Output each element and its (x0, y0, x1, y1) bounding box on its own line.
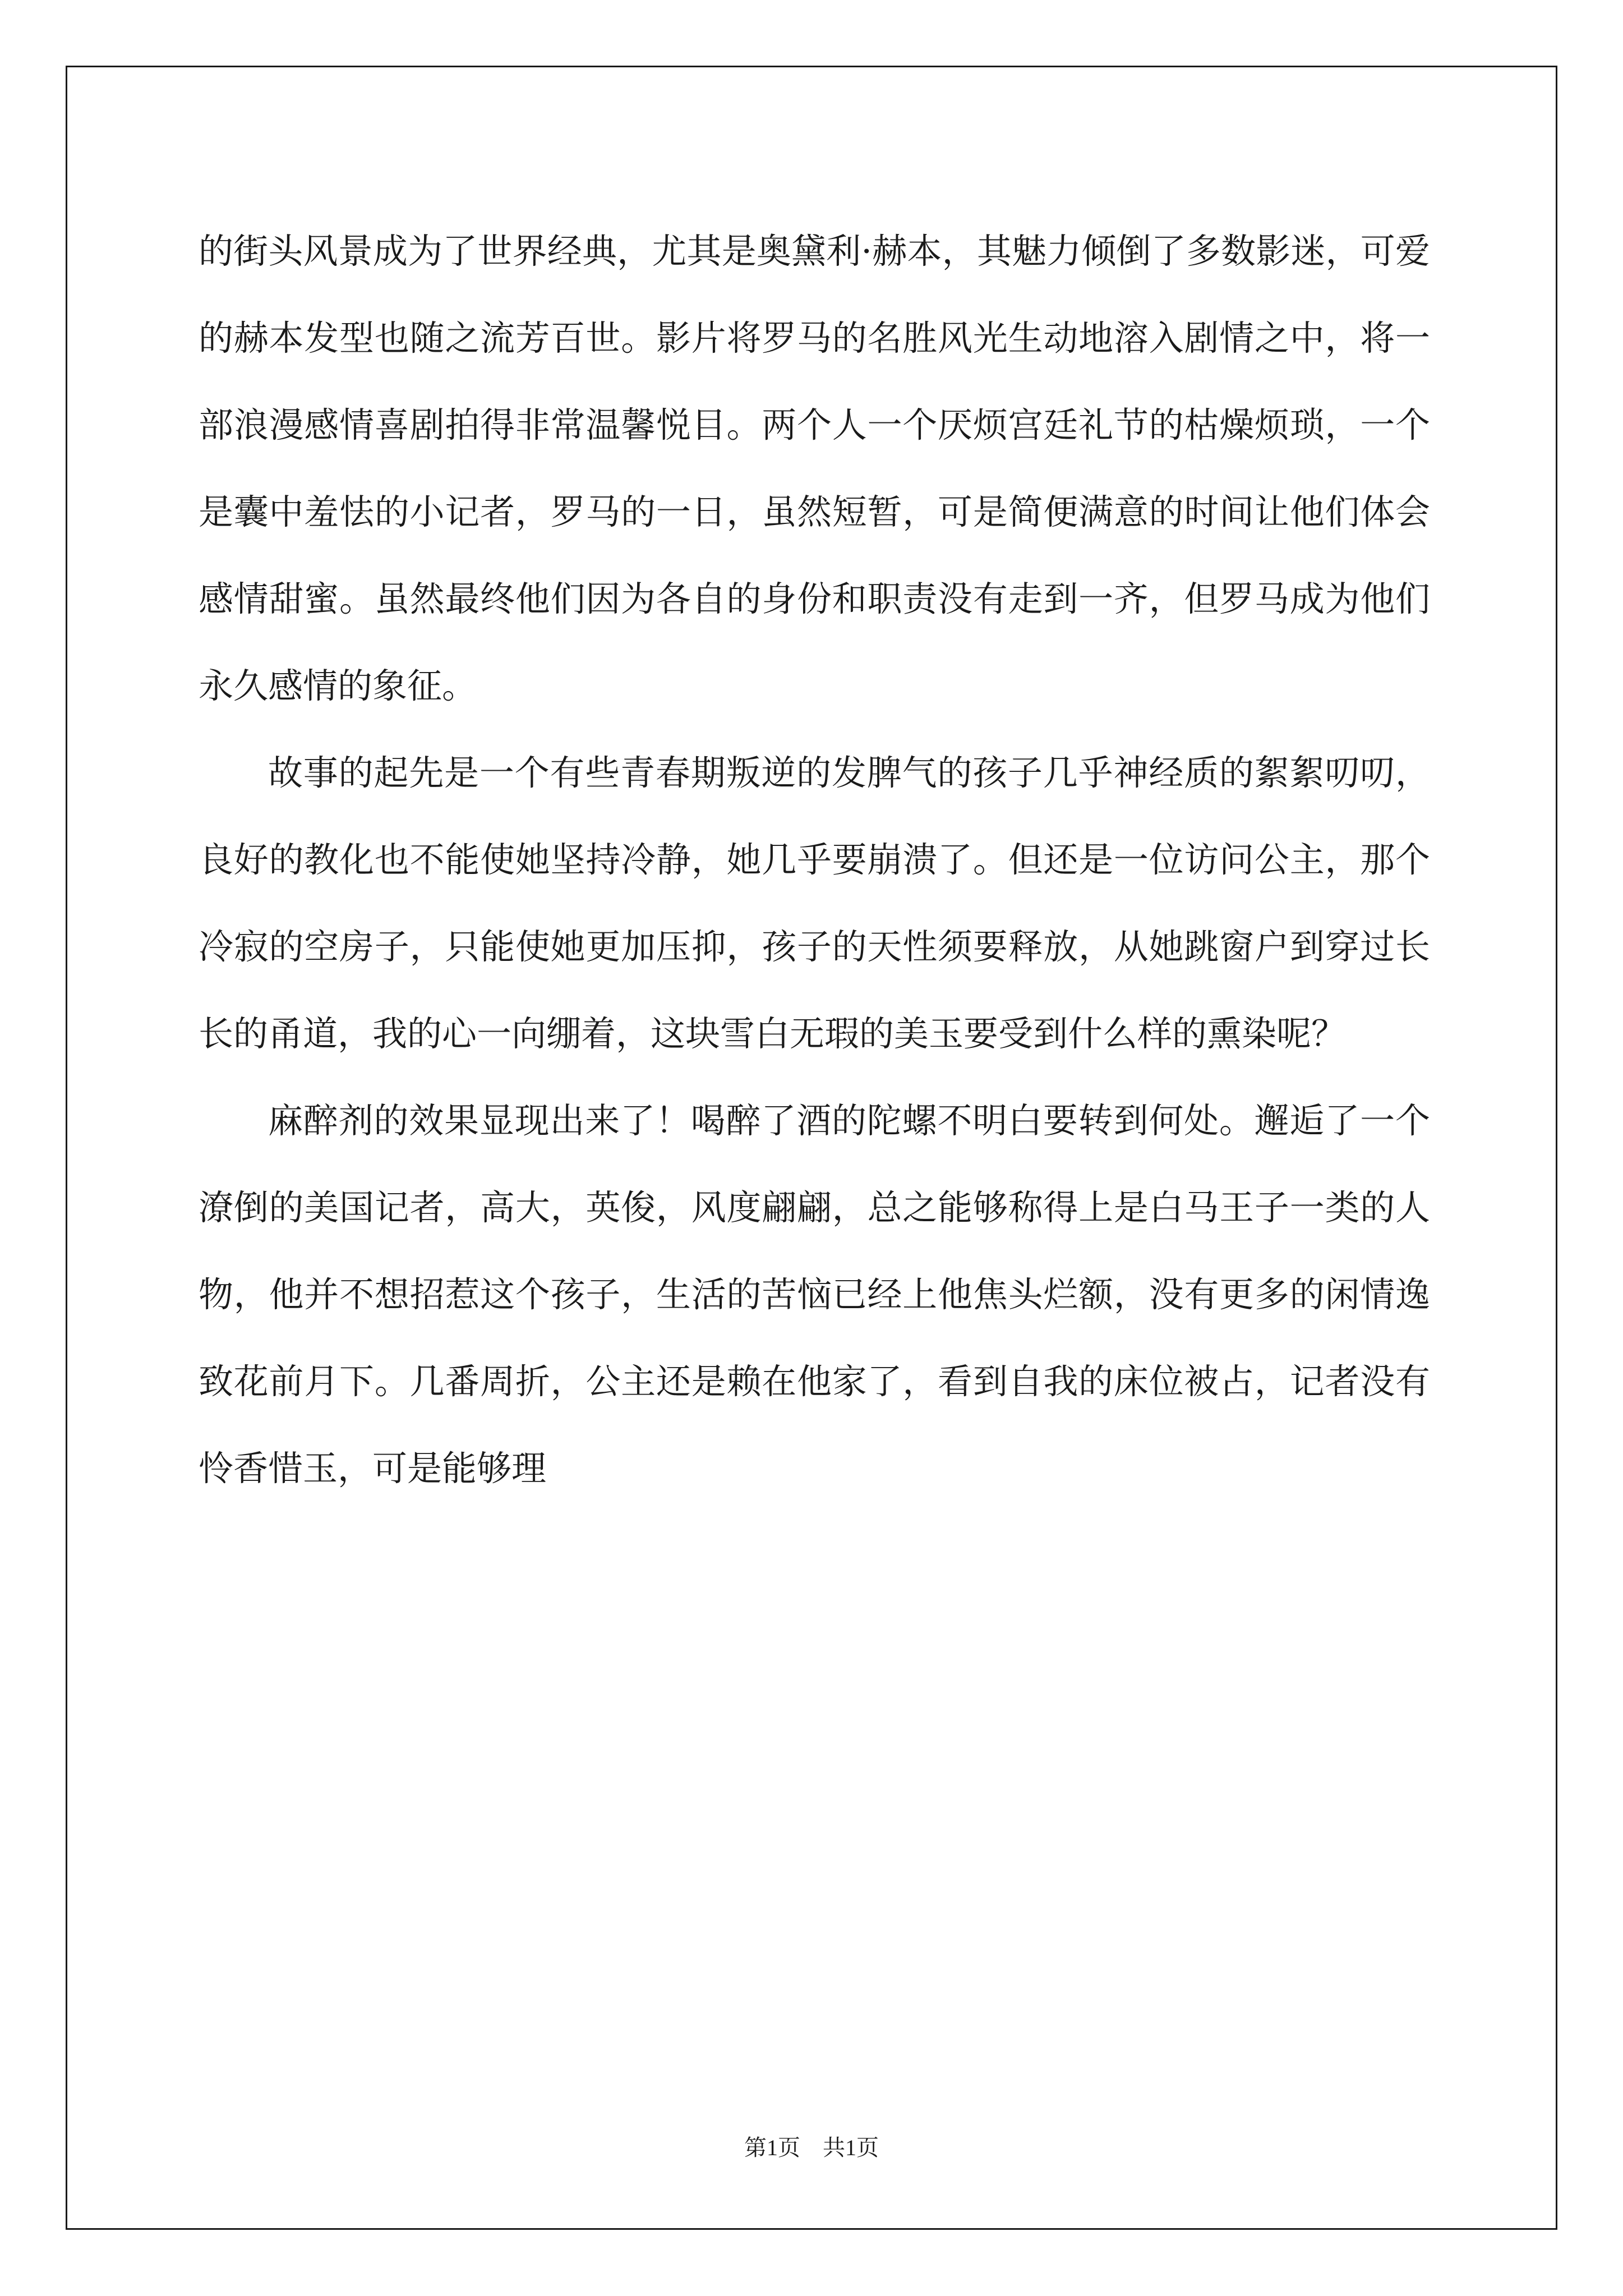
document-body (199, 208, 1430, 1512)
paragraph-2: 故事的起先是一个有些青春期叛逆的发脾气的孩子几乎神经质的絮絮叨叨，良好的教化也不能使她坚持冷静，她几乎要崩溃了。但还是一位访问公主，那个冷寂的空房子，只能使她更加压抑，孩子的天性须要释放，从她跳窗户到穿过长长的甬道，我的心一向绷着，这块雪白无瑕的美玉要受到什么样的熏染呢？ (199, 752, 1430, 1054)
page-number-footer: 第1页 共1页 (744, 2135, 879, 2160)
paragraph-1: 的街头风景成为了世界经典，尤其是奥黛利·赫本，其魅力倾倒了多数影迷，可爱的赫本发型也随之流芳百世。影片将罗马的名胜风光生动地溶入剧情之中，将一部浪漫感情喜剧拍得非常温馨悦目。两个人一个厌烦宫廷礼节的枯燥烦琐，一个是囊中羞怯的小记者，罗马的一日，虽然短暂，可是简便满意的时间让他们体会感情甜蜜。虽然最终他们因为各自的身份和职责没有走到一齐，但罗马成为他们永久感情的象征。 (199, 231, 1430, 706)
paragraph-3: 麻醉剂的效果显现出来了！喝醉了酒的陀螺不明白要转到何处。邂逅了一个潦倒的美国记者，高大，英俊，风度翩翩，总之能够称得上是白马王子一类的人物，他并不想招惹这个孩子，生活的苦恼已经上他焦头烂额，没有更多的闲情逸致花前月下。几番周折，公主还是赖在他家了，看到自我的床位被占，记者没有怜香惜玉，可是能够理 (199, 1100, 1430, 1489)
